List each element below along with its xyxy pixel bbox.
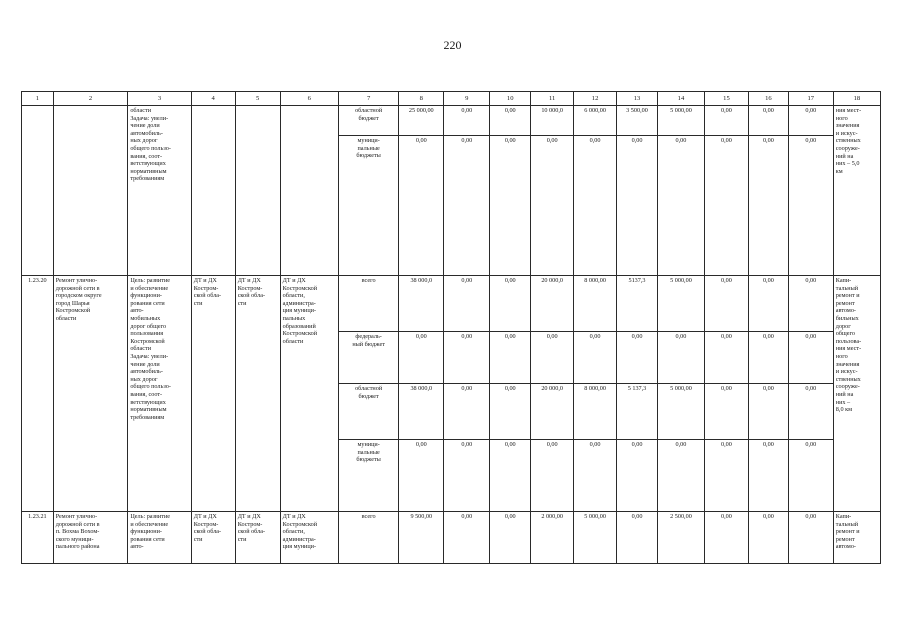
value-cell: 0,00	[748, 384, 788, 440]
value-cell: 5 000,00	[657, 384, 704, 440]
value-cell: 0,00	[748, 332, 788, 384]
executor-cell: ДТ и ДХ Костром- ской обла- сти	[191, 276, 235, 512]
funding-source: муници- пальные бюджеты	[338, 440, 398, 512]
value-cell: 5 000,00	[657, 106, 704, 136]
value-cell: 0,00	[788, 276, 833, 332]
value-cell: 0,00	[748, 276, 788, 332]
value-cell: 0,00	[617, 332, 658, 384]
result-cell: ния мест- ного значения и искус- ственных сооруже- ний на них – 5,0 км	[833, 106, 880, 276]
value-cell: 0,00	[704, 106, 748, 136]
value-cell: 0,00	[490, 136, 531, 276]
funding-source: областной бюджет	[338, 106, 398, 136]
value-cell: 5 000,00	[574, 512, 617, 564]
value-cell: 0,00	[748, 106, 788, 136]
col-header: 11	[531, 92, 574, 106]
value-cell: 0,00	[444, 384, 490, 440]
participant-cell	[280, 106, 338, 276]
value-cell: 0,00	[444, 512, 490, 564]
value-cell: 20 000,0	[531, 384, 574, 440]
value-cell: 0,00	[490, 106, 531, 136]
item-number-cell: 1.23.20	[22, 276, 54, 512]
col-header: 15	[704, 92, 748, 106]
value-cell: 0,00	[531, 440, 574, 512]
col-header: 16	[748, 92, 788, 106]
value-cell: 20 000,0	[531, 276, 574, 332]
value-cell: 0,00	[617, 136, 658, 276]
value-cell: 0,00	[748, 136, 788, 276]
participant-cell: ДТ и ДХ Костромской области, администра- ция муници-	[280, 512, 338, 564]
value-cell: 0,00	[490, 276, 531, 332]
value-cell: 0,00	[531, 136, 574, 276]
value-cell: 0,00	[704, 332, 748, 384]
item-name-cell	[53, 106, 128, 276]
value-cell: 5 137,3	[617, 384, 658, 440]
value-cell: 38 000,0	[399, 384, 444, 440]
value-cell: 0,00	[490, 440, 531, 512]
col-header: 2	[53, 92, 128, 106]
col-header: 7	[338, 92, 398, 106]
value-cell: 0,00	[399, 136, 444, 276]
value-cell: 0,00	[788, 440, 833, 512]
goal-cell: области Задача: увели- чение доли автомобиль- ных дорог общего пользо- вания, соот- ветствующих нормативным требованиям	[128, 106, 191, 276]
result-cell: Капи- тальный ремонт и ремонт автомо- бильных дорог общего пользова- ния мест- ного значения и искус- ственных сооруже- ний на них – 8,0 км	[833, 276, 880, 512]
value-cell: 0,00	[704, 136, 748, 276]
value-cell: 0,00	[490, 384, 531, 440]
table-row	[22, 276, 881, 332]
col-header: 13	[617, 92, 658, 106]
value-cell: 0,00	[788, 136, 833, 276]
value-cell: 0,00	[444, 276, 490, 332]
value-cell: 0,00	[531, 332, 574, 384]
customer-cell: ДТ и ДХ Костром- ской обла- сти	[235, 512, 280, 564]
goal-cell: Цель: развитие и обеспечение функциони- рования сети авто-	[128, 512, 191, 564]
value-cell: 0,00	[617, 512, 658, 564]
value-cell: 0,00	[574, 136, 617, 276]
funding-source: всего	[338, 512, 398, 564]
funding-source: муници- пальные бюджеты	[338, 136, 398, 276]
col-header: 17	[788, 92, 833, 106]
customer-cell	[235, 106, 280, 276]
value-cell: 0,00	[788, 384, 833, 440]
value-cell: 0,00	[617, 440, 658, 512]
value-cell: 0,00	[788, 332, 833, 384]
col-header: 4	[191, 92, 235, 106]
value-cell: 0,00	[748, 440, 788, 512]
table-row	[22, 106, 881, 136]
col-header: 8	[399, 92, 444, 106]
value-cell: 0,00	[444, 106, 490, 136]
item-number-cell: 1.23.21	[22, 512, 54, 564]
value-cell: 0,00	[704, 512, 748, 564]
value-cell: 0,00	[788, 512, 833, 564]
col-header: 9	[444, 92, 490, 106]
col-header: 10	[490, 92, 531, 106]
value-cell: 2 500,00	[657, 512, 704, 564]
col-header: 14	[657, 92, 704, 106]
budget-table	[21, 91, 881, 564]
executor-cell	[191, 106, 235, 276]
funding-source: всего	[338, 276, 398, 332]
value-cell: 0,00	[490, 512, 531, 564]
value-cell: 2 000,00	[531, 512, 574, 564]
value-cell: 5 000,00	[657, 276, 704, 332]
participant-cell: ДТ и ДХ Костромской области, администра- ция муници- пальных образований Костромской области	[280, 276, 338, 512]
col-header: 1	[22, 92, 54, 106]
col-header: 6	[280, 92, 338, 106]
item-name-cell: Ремонт улично- дорожной сети в п. Вохма Вохом- ского муници- пального района	[53, 512, 128, 564]
value-cell: 0,00	[704, 440, 748, 512]
value-cell: 0,00	[444, 136, 490, 276]
col-header: 18	[833, 92, 880, 106]
value-cell: 0,00	[490, 332, 531, 384]
result-cell: Капи- тальный ремонт и ремонт автомо-	[833, 512, 880, 564]
value-cell: 0,00	[657, 440, 704, 512]
header-row	[22, 92, 881, 106]
value-cell: 0,00	[788, 106, 833, 136]
table-row	[22, 512, 881, 564]
value-cell: 0,00	[399, 332, 444, 384]
funding-source: федераль- ный бюджет	[338, 332, 398, 384]
value-cell: 0,00	[399, 440, 444, 512]
value-cell: 25 000,00	[399, 106, 444, 136]
col-header: 12	[574, 92, 617, 106]
goal-cell: Цель: развитие и обеспечение функциони- рования сети авто- мобильных дорог общего пользования Костромской области Задача: увели- чение доли автомобиль- ных дорог общего пользо- вания, соот- ветствующих нормативным требованиям	[128, 276, 191, 512]
value-cell: 10 000,0	[531, 106, 574, 136]
value-cell: 0,00	[657, 136, 704, 276]
funding-source: областной бюджет	[338, 384, 398, 440]
value-cell: 38 000,0	[399, 276, 444, 332]
page-number: 220	[443, 38, 462, 52]
value-cell: 0,00	[704, 384, 748, 440]
value-cell: 8 000,00	[574, 384, 617, 440]
value-cell: 6 000,00	[574, 106, 617, 136]
item-number-cell	[22, 106, 54, 276]
item-name-cell: Ремонт улично- дорожной сети в городском округе город Шарья Костромской области	[53, 276, 128, 512]
value-cell: 8 000,00	[574, 276, 617, 332]
value-cell: 0,00	[444, 332, 490, 384]
value-cell: 0,00	[748, 512, 788, 564]
col-header: 5	[235, 92, 280, 106]
col-header: 3	[128, 92, 191, 106]
value-cell: 9 500,00	[399, 512, 444, 564]
value-cell: 0,00	[574, 332, 617, 384]
value-cell: 3 500,00	[617, 106, 658, 136]
value-cell: 5137,3	[617, 276, 658, 332]
executor-cell: ДТ и ДХ Костром- ской обла- сти	[191, 512, 235, 564]
value-cell: 0,00	[704, 276, 748, 332]
value-cell: 0,00	[657, 332, 704, 384]
value-cell: 0,00	[574, 440, 617, 512]
value-cell: 0,00	[444, 440, 490, 512]
customer-cell: ДТ и ДХ Костром- ской обла- сти	[235, 276, 280, 512]
